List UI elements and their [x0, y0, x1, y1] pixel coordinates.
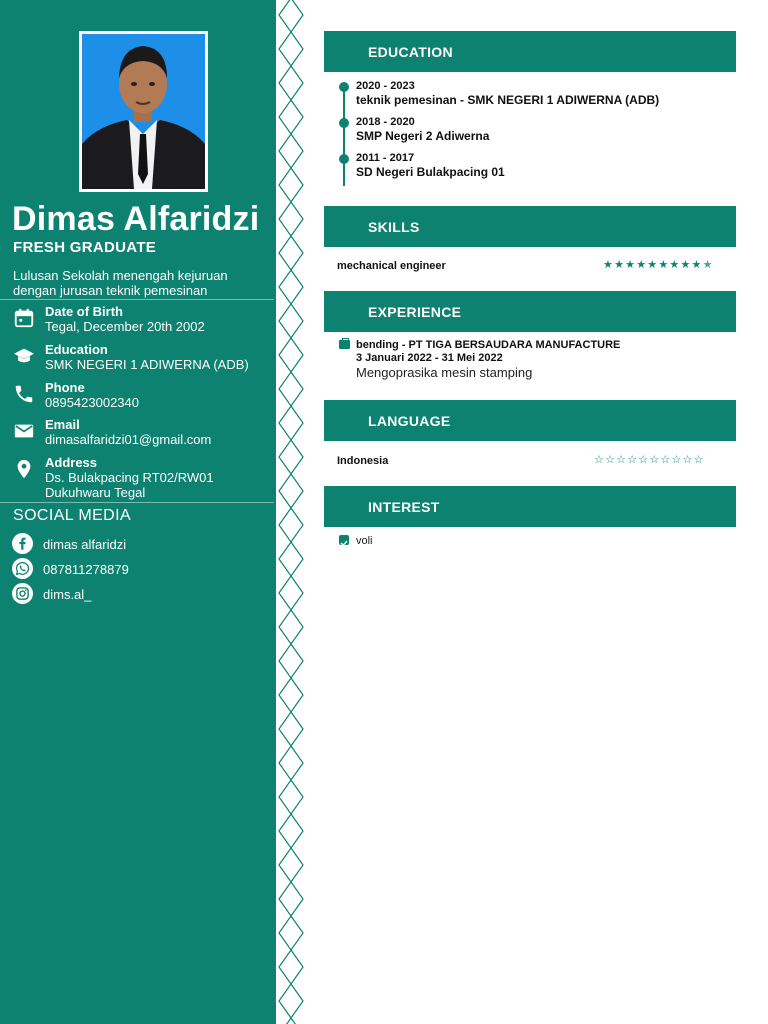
education-years: 2011 - 2017: [356, 152, 415, 164]
diamond-shape: [279, 950, 303, 984]
address-value: Ds. Bulakpacing RT02/RW01 Dukuhwaru Tegal: [45, 470, 214, 500]
diamond-shape: [279, 542, 303, 576]
education-timeline: [343, 86, 345, 186]
rating-star: ☆: [638, 454, 650, 466]
skills-section-header: [324, 206, 736, 247]
rating-star: ★: [702, 259, 714, 271]
rating-star: ☆: [605, 454, 617, 466]
diamond-shape: [279, 372, 303, 406]
education-school: SMP Negeri 2 Adiwerna: [356, 129, 490, 143]
diamond-shape: [279, 984, 303, 1018]
experience-section-header: [324, 291, 736, 332]
diamond-shape: [279, 508, 303, 542]
rating-star: ★: [647, 259, 659, 271]
timeline-dot: [339, 154, 349, 164]
education-item: [356, 116, 736, 144]
social-media-title: SOCIAL MEDIA: [13, 507, 132, 524]
profile-photo-frame: [79, 31, 208, 192]
location-pin-icon: [13, 458, 35, 480]
rating-star: ☆: [627, 454, 639, 466]
info-phone: [13, 381, 275, 415]
language-section-title: LANGUAGE: [368, 413, 451, 429]
divider: [0, 502, 274, 503]
experience-description: Mengoprasika mesin stamping: [356, 365, 533, 380]
diamond-shape: [279, 576, 303, 610]
info-email: [13, 418, 275, 452]
interest-item: voli: [356, 535, 373, 547]
checkbox-icon: [339, 535, 349, 545]
whatsapp-icon: [12, 558, 33, 579]
whatsapp-number: 087811278879: [43, 562, 129, 577]
email-label: Email: [45, 417, 80, 432]
rating-star: ☆: [671, 454, 683, 466]
social-facebook[interactable]: [12, 533, 262, 553]
info-education: [13, 343, 275, 377]
diamond-shape: [279, 236, 303, 270]
social-instagram[interactable]: [12, 583, 262, 603]
sidebar: [0, 0, 276, 1024]
rating-star: ★: [680, 259, 692, 271]
diamond-shape: [279, 882, 303, 916]
diamond-shape: [279, 678, 303, 712]
timeline-dot: [339, 118, 349, 128]
experience-dates: 3 Januari 2022 - 31 Mei 2022: [356, 352, 503, 364]
profile-name: Dimas Alfaridzi: [12, 200, 260, 238]
rating-star: ☆: [660, 454, 672, 466]
diamond-shape: [279, 66, 303, 100]
briefcase-icon: [339, 340, 350, 349]
envelope-icon: [13, 420, 35, 442]
facebook-handle: dimas alfaridzi: [43, 537, 127, 552]
skills-section-title: SKILLS: [368, 219, 420, 235]
education-label: Education: [45, 342, 108, 357]
diamond-shape: [279, 474, 303, 508]
rating-star: ☆: [594, 454, 606, 466]
phone-value: 0895423002340: [45, 395, 139, 410]
address-label: Address: [45, 455, 98, 470]
diamond-shape: [279, 644, 303, 678]
profile-photo: [82, 34, 205, 189]
experience-title: bending - PT TIGA BERSAUDARA MANUFACTURE: [356, 339, 621, 351]
education-section-header: [324, 31, 736, 72]
education-section-title: EDUCATION: [368, 44, 453, 60]
graduation-cap-icon: [13, 345, 35, 367]
diamond-shape: [279, 304, 303, 338]
diamond-shape: [279, 848, 303, 882]
language-section-header: [324, 400, 736, 441]
phone-icon: [13, 383, 35, 405]
diamond-shape: [279, 32, 303, 66]
profile-summary: Lulusan Sekolah menengah kejuruan dengan jurusan teknik pemesinan: [13, 268, 228, 298]
diamond-shape: [279, 406, 303, 440]
dob-value: Tegal, December 20th 2002: [45, 319, 205, 334]
facebook-icon: [12, 533, 33, 554]
phone-label: Phone: [45, 380, 85, 395]
instagram-handle: dims.al_: [43, 587, 92, 602]
instagram-icon: [12, 583, 33, 604]
rating-star: ☆: [616, 454, 628, 466]
calendar-icon: [13, 307, 35, 329]
social-whatsapp[interactable]: [12, 558, 262, 578]
diamond-shape: [279, 270, 303, 304]
diamond-shape: [279, 916, 303, 950]
education-value: SMK NEGERI 1 ADIWERNA (ADB): [45, 357, 249, 372]
profile-role: FRESH GRADUATE: [13, 239, 157, 256]
rating-star: ☆: [693, 454, 705, 466]
rating-star: ☆: [682, 454, 694, 466]
rating-star: ★: [691, 259, 703, 271]
diamond-shape: [279, 338, 303, 372]
info-date-of-birth: [13, 305, 275, 339]
skill-name: mechanical engineer: [337, 260, 446, 272]
diamond-shape: [279, 0, 303, 32]
diamond-shape: [279, 168, 303, 202]
rating-star: ☆: [649, 454, 661, 466]
rating-star: ★: [658, 259, 670, 271]
experience-section-title: EXPERIENCE: [368, 304, 462, 320]
timeline-dot: [339, 82, 349, 92]
education-years: 2020 - 2023: [356, 80, 415, 92]
diamond-shape: [279, 440, 303, 474]
education-item: [356, 80, 736, 108]
interest-section-header: [324, 486, 736, 527]
diamond-shape: [279, 780, 303, 814]
rating-star: ★: [603, 259, 615, 271]
interest-section-title: INTEREST: [368, 499, 440, 515]
rating-star: ★: [625, 259, 637, 271]
diamond-shape: [279, 134, 303, 168]
diamond-shape: [279, 610, 303, 644]
diamond-shape: [279, 814, 303, 848]
diamond-shape: [279, 202, 303, 236]
skill-rating-stars: [603, 259, 714, 271]
education-item: [356, 152, 736, 180]
diamond-shape: [279, 1018, 303, 1024]
diamond-pattern-strip: [276, 0, 306, 1024]
diamond-shape: [279, 746, 303, 780]
rating-star: ★: [636, 259, 648, 271]
rating-star: ★: [614, 259, 626, 271]
diamond-shape: [279, 100, 303, 134]
education-years: 2018 - 2020: [356, 116, 415, 128]
email-value: dimasalfaridzi01@gmail.com: [45, 432, 212, 447]
diamond-shape: [279, 712, 303, 746]
education-school: SD Negeri Bulakpacing 01: [356, 165, 505, 179]
language-rating-stars: [594, 454, 705, 466]
divider: [0, 299, 274, 300]
rating-star: ★: [669, 259, 681, 271]
education-school: teknik pemesinan - SMK NEGERI 1 ADIWERNA (ADB): [356, 93, 660, 107]
info-address: [13, 456, 275, 500]
language-name: Indonesia: [337, 455, 389, 467]
dob-label: Date of Birth: [45, 304, 123, 319]
